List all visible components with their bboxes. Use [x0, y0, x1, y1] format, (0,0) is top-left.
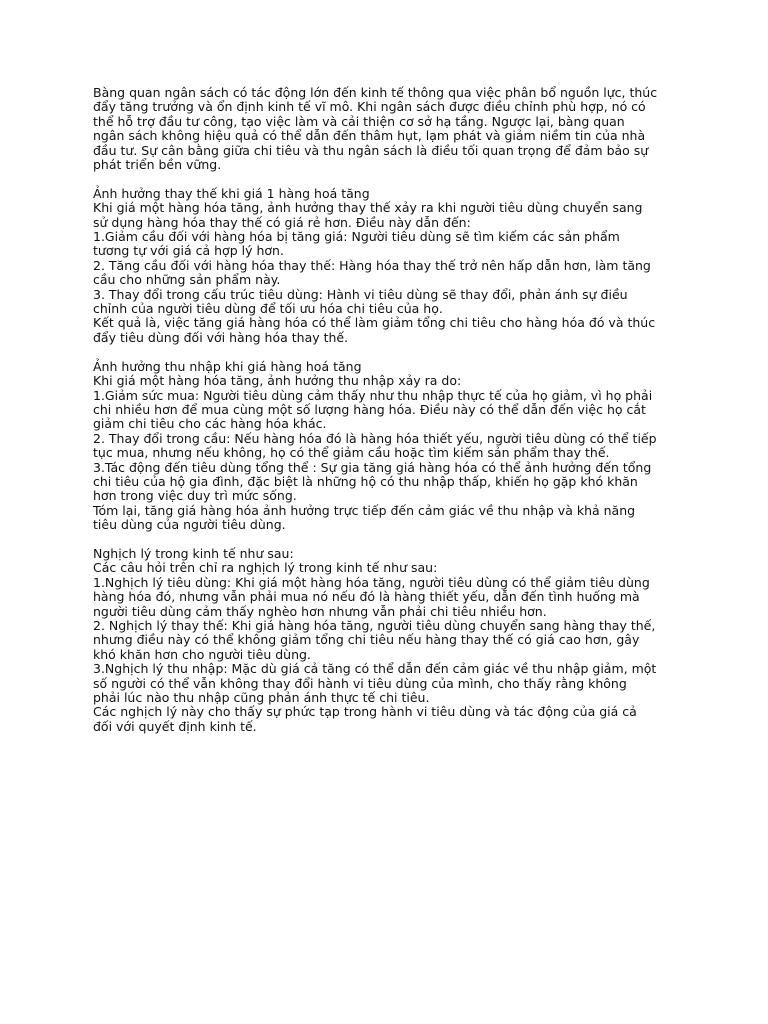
paragraph-gap: [93, 172, 683, 186]
text-line: số người có thể vẫn không thay đổi hành vi tiêu dùng của mình, cho thấy rằng không: [93, 675, 627, 691]
substitution-effect-section: [93, 187, 683, 345]
text-line: hàng hóa đó, nhưng vẫn phải mua nó nếu đó là hàng thiết yếu, dẫn đến tình huống mà: [93, 589, 640, 605]
document-page: [93, 86, 683, 734]
text-line: 1.Giảm sức mua: Người tiêu dùng cảm thấy như thu nhập thực tế của họ giảm, vì họ phải: [93, 387, 653, 403]
text-line: đẩy tăng trưởng và ổn định kinh tế vĩ mô. Khi ngân sách được điều chỉnh phù hợp, nó có: [93, 99, 646, 115]
text-line: Bàng quan ngân sách có tác động lớn đến kinh tế thông qua việc phân bổ nguồn lực, thúc: [93, 85, 658, 100]
paragraph-gap: [93, 533, 683, 547]
text-line: Các nghịch lý này cho thấy sự phức tạp trong hành vi tiêu dùng và tác động của giá cả: [93, 704, 637, 720]
text-line: 3.Tác động đến tiêu dùng tổng thể : Sự gia tăng giá hàng hóa có thể ảnh hưởng đến tổng: [93, 459, 652, 475]
text-line: cầu cho những sản phẩm này.: [93, 272, 281, 288]
text-line: Khi giá một hàng hóa tăng, ảnh hưởng thu nhập xảy ra do:: [93, 373, 462, 389]
text-line: tương tự với giá cả hợp lý hơn.: [93, 243, 284, 259]
text-line: 1.Nghịch lý tiêu dùng: Khi giá một hàng hóa tăng, người tiêu dùng có thể giảm tiêu dùng: [93, 574, 650, 590]
text-line: phát triển bền vững.: [93, 157, 222, 173]
text-line: sử dụng hàng hóa thay thế có giá rẻ hơn. Điều này dẫn đến:: [93, 214, 471, 230]
text-line: Kết quả là, việc tăng giá hàng hóa có thể làm giảm tổng chi tiêu cho hàng hóa đó và thúc: [93, 315, 656, 331]
intro-paragraph: [93, 86, 683, 172]
text-line: đẩy tiêu dùng đối với hàng hóa thay thế.: [93, 329, 349, 345]
text-line: phải lúc nào thu nhập cũng phản ánh thực tế chi tiêu.: [93, 690, 430, 706]
text-line: chi tiêu của hộ gia đình, đặc biệt là những hộ có thu nhập thấp, khiến họ gặp khó khăn: [93, 473, 638, 489]
text-line: nhưng điều này có thể không giảm tổng chi tiêu nếu hàng thay thế có giá cao hơn, gây: [93, 632, 640, 648]
section-heading: Ảnh hưởng thay thế khi giá 1 hàng hoá tăng: [93, 185, 370, 201]
text-line: 1.Giảm cầu đối với hàng hóa bị tăng giá: Người tiêu dùng sẽ tìm kiếm các sản phẩm: [93, 229, 620, 245]
text-line: thể hỗ trợ đầu tư công, tạo việc làm và cải thiện cơ sở hạ tầng. Ngược lại, bàng quan: [93, 113, 625, 129]
text-line: 2. Tăng cầu đối với hàng hóa thay thế: Hàng hóa thay thế trở nên hấp dẫn hơn, làm tăng: [93, 257, 651, 273]
section-heading: Ảnh hưởng thu nhập khi giá hàng hoá tăng: [93, 358, 362, 374]
paragraph-gap: [93, 345, 683, 359]
text-line: đầu tư. Sự cân bằng giữa chi tiêu và thu ngân sách là điều tối quan trọng để đảm bảo sự: [93, 142, 649, 158]
text-line: tục mua, nhưng nếu không, họ có thể giảm cầu hoặc tìm kiếm sản phẩm thay thế.: [93, 445, 610, 461]
text-line: người tiêu dùng cảm thấy nghèo hơn nhưng vẫn phải chi tiêu nhiều hơn.: [93, 603, 547, 619]
text-line: 2. Thay đổi trong cầu: Nếu hàng hóa đó là hàng hóa thiết yếu, người tiêu dùng có thể tiếp: [93, 430, 657, 446]
text-line: đối với quyết định kinh tế.: [93, 718, 257, 734]
text-line: tiêu dùng của người tiêu dùng.: [93, 517, 286, 533]
text-line: Các câu hỏi trên chỉ ra nghịch lý trong kinh tế như sau:: [93, 560, 438, 576]
text-line: ngân sách không hiệu quả có thể dẫn đến thâm hụt, lạm phát và giảm niềm tin của nhà: [93, 128, 646, 144]
text-line: 3. Thay đổi trong cấu trúc tiêu dùng: Hành vi tiêu dùng sẽ thay đổi, phản ánh sự điều: [93, 286, 628, 302]
text-line: khó khăn hơn cho người tiêu dùng.: [93, 646, 311, 662]
text-line: 2. Nghịch lý thay thế: Khi giá hàng hóa tăng, người tiêu dùng chuyển sang hàng thay thế,: [93, 617, 656, 633]
income-effect-section: [93, 360, 683, 533]
economic-paradox-section: [93, 547, 683, 734]
text-line: 3.Nghịch lý thu nhập: Mặc dù giá cả tăng có thể dẫn đến cảm giác về thu nhập giảm, một: [93, 661, 657, 677]
text-line: chi nhiều hơn để mua cùng một số lượng hàng hóa. Điều này có thể dẫn đến việc họ cắt: [93, 401, 646, 417]
text-line: chỉnh của người tiêu dùng để tối ưu hóa chi tiêu của họ.: [93, 301, 443, 317]
text-line: Tóm lại, tăng giá hàng hóa ảnh hưởng trực tiếp đến cảm giác về thu nhập và khả năng: [93, 502, 636, 518]
text-line: hơn trong việc duy trì mức sống.: [93, 488, 297, 504]
section-heading: Nghịch lý trong kinh tế như sau:: [93, 545, 294, 561]
text-line: giảm chi tiêu cho các hàng hóa khác.: [93, 416, 327, 432]
text-line: Khi giá một hàng hóa tăng, ảnh hưởng thay thế xảy ra khi người tiêu dùng chuyển sang: [93, 200, 643, 216]
